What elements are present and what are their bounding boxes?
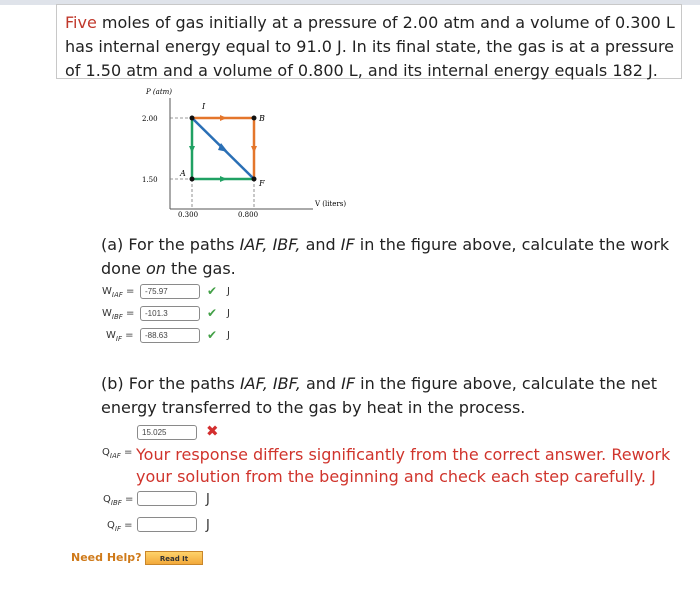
w-iaf-input[interactable]	[140, 284, 200, 299]
point-b	[252, 116, 257, 121]
problem-line-1: moles of gas initially at a pressure of 2.00 atm and a volume of 0.300 L	[96, 13, 675, 32]
x-tick-0.300: 0.300	[178, 211, 199, 219]
pv-diagram	[138, 84, 347, 224]
q-ibf-unit: J	[206, 492, 210, 507]
w-iaf-label: $W_{IAF}$ =	[102, 286, 135, 299]
arrow-bf	[251, 146, 257, 153]
x-icon: ✖	[206, 422, 219, 440]
q-ibf-input[interactable]	[137, 491, 197, 506]
point-f	[252, 177, 257, 182]
part-a-path-if: IF	[340, 235, 355, 254]
problem-line-3: of 1.50 atm and a volume of 0.800 L, and its internal energy equals 182 J.	[65, 61, 658, 80]
check-icon: ✔	[207, 284, 218, 298]
part-b-text-1: (b) For the paths	[101, 374, 240, 393]
mole-count: Five	[65, 13, 97, 32]
need-help-label: Need Help?	[71, 551, 142, 564]
part-a-text-1: (a) For the paths	[101, 235, 240, 254]
part-b-text-4: energy transferred to the gas by heat in the process.	[101, 398, 526, 417]
part-a-text-5: the gas.	[165, 259, 236, 278]
w-if-unit: J	[227, 330, 230, 341]
read-it-button[interactable]: Read It	[145, 551, 203, 565]
q-ibf-label: $Q_{IBF}$ =	[103, 494, 134, 507]
q-if-input[interactable]	[137, 517, 197, 532]
y-tick-2.00: 2.00	[142, 115, 158, 123]
part-b-path-if: IF	[341, 374, 356, 393]
q-iaf-input[interactable]	[137, 425, 197, 440]
check-icon: ✔	[207, 328, 218, 342]
q-if-label: $Q_{IF}$ =	[107, 520, 133, 533]
feedback-text: Your response differs significantly from the correct answer. Rework your solution from the beginning and check each step carefully.	[136, 445, 671, 486]
q-if-unit: J	[206, 518, 210, 533]
part-a-text-2: and	[300, 235, 341, 254]
part-b-text-3: in the figure above, calculate the net	[355, 374, 657, 393]
arrow-ia	[189, 146, 195, 153]
problem-statement	[65, 11, 675, 83]
part-a-on: on	[146, 259, 166, 278]
w-if-input[interactable]	[140, 328, 200, 343]
part-a-paths: IAF, IBF,	[239, 235, 301, 254]
w-if-label: $W_{IF}$ =	[106, 330, 134, 343]
q-iaf-label: $Q_{IAF}$ =	[102, 447, 133, 460]
part-b-paths: IAF, IBF,	[239, 374, 301, 393]
problem-statement-box	[56, 4, 682, 79]
label-f: F	[259, 179, 265, 188]
w-iaf-unit: J	[227, 286, 230, 297]
point-i	[190, 116, 195, 121]
y-tick-1.50: 1.50	[142, 176, 158, 184]
x-axis-label: V (liters)	[315, 200, 347, 208]
arrow-ib	[220, 115, 227, 121]
feedback-message	[136, 444, 676, 488]
w-ibf-unit: J	[227, 308, 230, 319]
part-a-prompt	[101, 233, 686, 281]
y-axis-label: P (atm)	[146, 88, 173, 96]
part-a-text-4: done	[101, 259, 147, 278]
arrow-af	[220, 176, 227, 182]
check-icon: ✔	[207, 306, 218, 320]
x-tick-0.800: 0.800	[238, 211, 259, 219]
label-i: I	[202, 102, 206, 111]
label-a: A	[180, 169, 186, 178]
part-a-text-3: in the figure above, calculate the work	[354, 235, 670, 254]
point-a	[190, 177, 195, 182]
problem-line-2: has internal energy equal to 91.0 J. In its final state, the gas is at a pressure	[65, 37, 675, 56]
label-b: B	[259, 114, 265, 123]
w-ibf-input[interactable]	[140, 306, 200, 321]
part-b-text-2: and	[300, 374, 342, 393]
q-iaf-unit: J	[651, 467, 656, 486]
part-b-prompt	[101, 372, 686, 420]
w-ibf-label: $W_{IBF}$ =	[102, 308, 135, 321]
